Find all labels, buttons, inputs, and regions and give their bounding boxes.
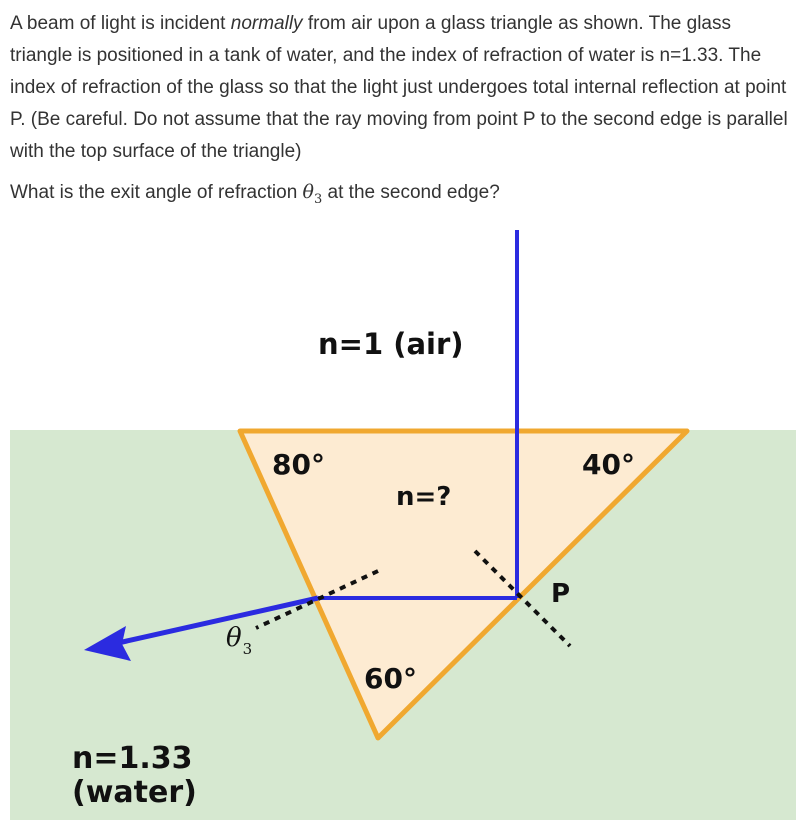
point-p-label: P bbox=[551, 579, 571, 609]
question-paragraph: A beam of light is incident normally from air upon a glass triangle as shown. The glass triangle is positioned in a tank of water, and the index of refraction of water is n=1.33. The index of refraction of the glass so that the light just undergoes total internal reflection at point P. (Be careful. Do not assume that the ray moving from point P to the second edge is parallel with the top surface of the triangle) bbox=[10, 13, 788, 162]
theta3-label: $\theta_3$ bbox=[226, 623, 253, 658]
glass-index-label: n=? bbox=[396, 482, 452, 512]
theta-symbol: $\theta_3$ bbox=[302, 181, 323, 207]
water-index-label: n=1.33 bbox=[72, 741, 193, 776]
angle-60-label: 60° bbox=[364, 662, 417, 695]
question-prompt: What is the exit angle of refraction $\theta_3$ at the second edge? bbox=[10, 181, 500, 207]
angle-80-label: 80° bbox=[272, 448, 325, 481]
air-label: n=1 (air) bbox=[318, 327, 464, 361]
water-name-label: (water) bbox=[72, 775, 197, 810]
angle-40-label: 40° bbox=[582, 448, 635, 481]
